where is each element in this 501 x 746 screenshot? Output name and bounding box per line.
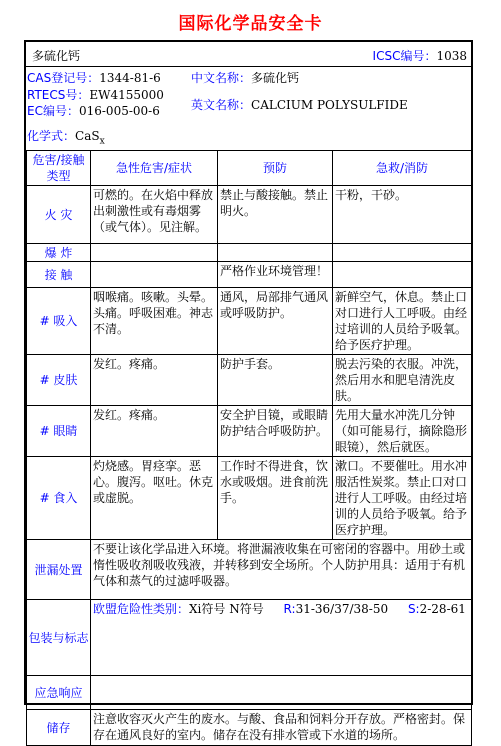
packaging-row (27, 600, 472, 676)
identifiers-block (26, 67, 471, 149)
row-prevent: 工作时不得进食，饮水或吸烟。进食前洗手。 (218, 457, 333, 540)
row-aid: 漱口。不要催吐。用水冲服活性炭浆。禁止口对口进行人工呼吸。由经过培训的人员给予吸氧。给予医疗护理。 (333, 457, 472, 540)
chemical-formula (27, 128, 105, 149)
chemical-name: 多硫化钙 (32, 49, 81, 63)
row-label: 接 触 (27, 262, 91, 288)
spill-row (27, 540, 472, 600)
row-prevent (218, 244, 333, 262)
name-row (26, 42, 471, 67)
emergency-row (27, 676, 472, 710)
row-aid (333, 262, 472, 288)
row-symptom: 可燃的。在火焰中释放出刺激性或有毒烟雾（或气体）。见注解。 (91, 186, 218, 244)
cas-number (27, 70, 161, 86)
r-phrase-value: 31-36/37/38-50 (295, 602, 389, 616)
packaging-text (91, 600, 472, 676)
english-name (191, 97, 408, 113)
row-symptom: 发红。疼痛。 (91, 406, 218, 457)
r-phrase-label: R: (283, 602, 296, 616)
row-prevent: 严格作业环境管理！ (218, 262, 333, 288)
header-symptom: 急性危害/症状 (91, 151, 218, 186)
storage-text: 注意收容灭火产生的废水。与酸、食品和饲料分开存放。严格密封。保存在通风良好的室内。储存在没有排水管或下水道的场所。 (91, 710, 472, 746)
icsc-number (373, 48, 467, 64)
icsc-value: 1038 (436, 49, 467, 63)
row-label: # 眼睛 (27, 406, 91, 457)
en-name-label: 英文名称： (191, 98, 252, 112)
emergency-text (91, 676, 472, 710)
table-header-row (27, 151, 472, 186)
formula-subscript: x (99, 136, 105, 147)
s-phrase-value: 2-28-61 (419, 602, 466, 616)
packaging-label: 包装与标志 (27, 600, 91, 676)
chinese-name (191, 70, 299, 86)
header-aid: 急救/消防 (333, 151, 472, 186)
row-aid: 先用大量水冲洗几分钟（如可能易行，摘除隐形眼镜），然后就医。 (333, 406, 472, 457)
icsc-label: ICSC编号： (372, 49, 437, 63)
row-label: 火 灾 (27, 186, 91, 244)
eu-class-label: 欧盟危险性类别： (93, 602, 190, 616)
ec-value: 016-005-00-6 (78, 104, 160, 118)
formula-label: 化学式： (27, 129, 76, 143)
row-prevent: 防护手套。 (218, 355, 333, 406)
hazard-table (26, 150, 472, 746)
table-row (27, 355, 472, 406)
cn-name-label: 中文名称： (191, 71, 252, 85)
cas-label: CAS登记号： (27, 71, 100, 85)
row-prevent: 通风，局部排气通风或呼吸防护。 (218, 288, 333, 355)
card-title: 国际化学品安全卡 (178, 14, 323, 34)
spill-label: 泄漏处置 (27, 540, 91, 600)
header-prevent: 预防 (218, 151, 333, 186)
row-prevent: 禁止与酸接触。禁止明火。 (218, 186, 333, 244)
row-aid (333, 244, 472, 262)
formula-value: CaS (75, 129, 100, 143)
row-aid: 干粉，干砂。 (333, 186, 472, 244)
row-aid: 脱去污染的衣服。冲洗，然后用水和肥皂清洗皮肤。 (333, 355, 472, 406)
row-symptom (91, 262, 218, 288)
table-row (27, 186, 472, 244)
rtecs-label: RTECS号： (27, 88, 90, 102)
rtecs-number (27, 87, 164, 103)
eu-class-value: Xi符号 N符号 (189, 602, 264, 616)
cn-name-value: 多硫化钙 (251, 71, 300, 85)
en-name-value: CALCIUM POLYSULFIDE (251, 98, 408, 112)
emergency-label: 应急响应 (27, 676, 91, 710)
table-row (27, 262, 472, 288)
ec-number (27, 103, 160, 119)
row-label: # 皮肤 (27, 355, 91, 406)
row-prevent: 安全护目镜，或眼睛防护结合呼吸防护。 (218, 406, 333, 457)
table-row (27, 406, 472, 457)
table-row (27, 288, 472, 355)
row-label: 爆 炸 (27, 244, 91, 262)
row-symptom: 灼烧感。胃痉挛。恶心。腹泻。呕吐。休克或虚脱。 (91, 457, 218, 540)
row-aid: 新鲜空气，休息。禁止口对口进行人工呼吸。由经过培训的人员给予吸氧。给予医疗护理。 (333, 288, 472, 355)
storage-label: 储存 (27, 710, 91, 746)
row-symptom: 发红。疼痛。 (91, 355, 218, 406)
table-row (27, 457, 472, 540)
storage-row (27, 710, 472, 746)
rtecs-value: EW4155000 (89, 88, 164, 102)
spill-text: 不要让该化学品进入环境。将泄漏液收集在可密闭的容器中。用砂土或惰性吸收剂吸收残液，并转移到安全场所。个人防护用具：适用于有机气体和蒸气的过滤呼吸器。 (91, 540, 472, 600)
s-phrase-label: S: (407, 602, 420, 616)
row-label: # 吸入 (27, 288, 91, 355)
ec-label: EC编号： (27, 104, 79, 118)
row-symptom: 咽喉痛。咳嗽。头晕。头痛。呼吸困难。神志不清。 (91, 288, 218, 355)
cas-value: 1344-81-6 (99, 71, 161, 85)
header-type: 危害/接触类型 (27, 151, 91, 186)
row-label: # 食入 (27, 457, 91, 540)
row-symptom (91, 244, 218, 262)
table-row (27, 244, 472, 262)
